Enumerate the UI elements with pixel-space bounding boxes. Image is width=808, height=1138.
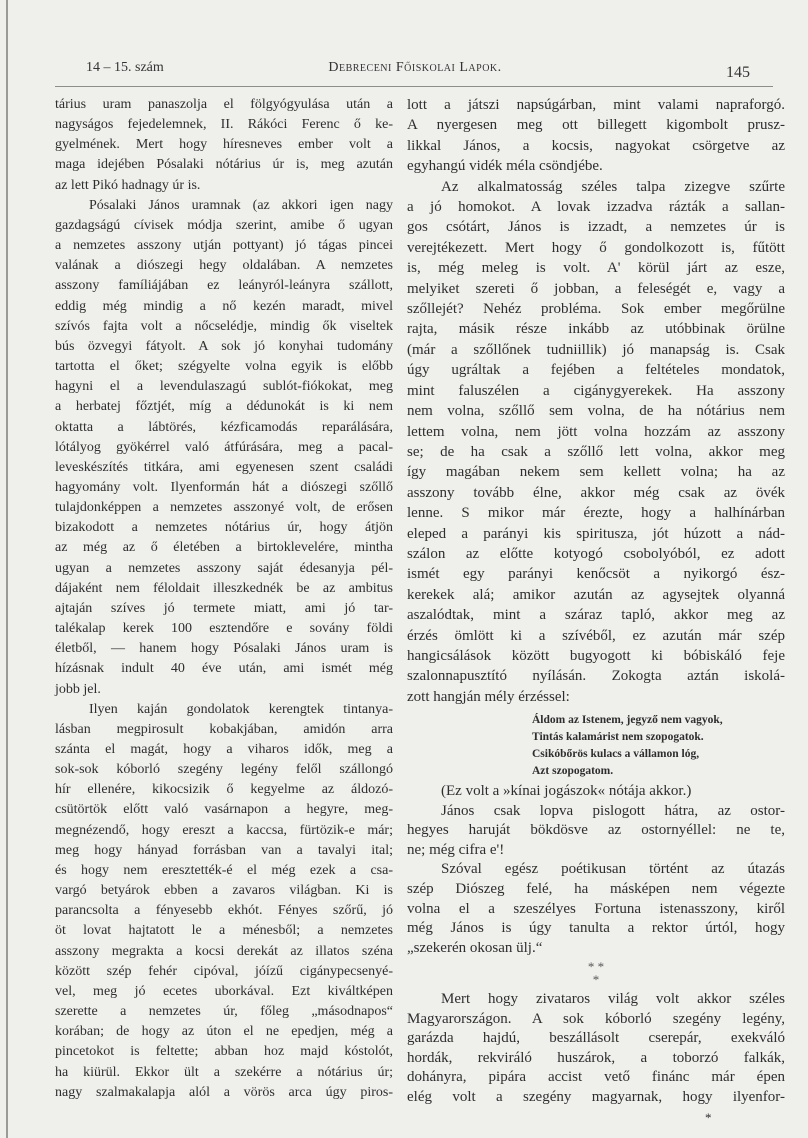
- text-line: Mert hogy zivataros világ volt akkor széles: [441, 991, 785, 1007]
- text-line: se; de ha csak a szőllő lett volna, akkor meg: [407, 443, 785, 460]
- journal-title: Debreceni Főiskolai Lapok.: [328, 60, 502, 75]
- text-line: egyhangú vidék méla csöndjébe.: [407, 158, 603, 175]
- text-line: nagy szalmakalapja alól a vörös arca úgy piros-: [55, 1084, 393, 1100]
- text-line: vargó betyárok ebben a zavaros világban. Ki is: [55, 883, 393, 899]
- text-line: leveskészítés titkára, ami egyenesen szent családi: [55, 459, 393, 475]
- text-line: pincetokot is feltette; abban hoz majd kóstolót,: [55, 1044, 393, 1060]
- paragraph: [407, 990, 785, 1107]
- page-edge: [6, 0, 8, 1138]
- text-line: hordák, rekviráló huszárok, a toborzó falkák,: [407, 1049, 785, 1066]
- paragraph: [55, 700, 393, 1103]
- text-line: Pósalaki János uramnak (az akkori igen nagy: [89, 197, 393, 213]
- text-line: oktatta a lábtörés, kézficamodás reparálására,: [55, 419, 393, 435]
- text-line: az még az ő életében a birtoklevelére, mintha: [55, 540, 393, 556]
- text-line: így magában nekem sem kellett volna; ha az: [407, 464, 785, 481]
- paragraph: [407, 802, 785, 861]
- text-line: gyelmének. Mert hogy híresneves ember volt a: [55, 137, 393, 153]
- right-column-text-part3: [407, 990, 785, 1107]
- paragraph: [407, 177, 785, 708]
- left-column-text: [55, 95, 393, 1103]
- poem-line: Tintás kalamárist nem szopogatok.: [532, 731, 704, 743]
- text-line: életből, — hanem hogy Pósalaki János uram is: [55, 641, 393, 657]
- text-line: likkal János, a kocsis, nagyokat csörgetve az: [407, 137, 785, 154]
- text-line: szép Diószeg felé, ha másképen nem végezte: [407, 880, 785, 897]
- text-line: megnézendő, hogy ereszt a kaccsa, fürtözik-e már;: [55, 822, 393, 838]
- text-line: az lett Pikó hadnagy úr is.: [55, 177, 201, 193]
- text-line: ha kiürül. Ekkor ült a szekérre a nótárius úr;: [55, 1064, 393, 1080]
- text-line: lótályog gyökérrel való átfúrására, meg a pacal-: [55, 439, 393, 455]
- text-line: hagyni el a levendulaszagú sublót-fiókokat, meg: [55, 379, 393, 395]
- text-line: (Ez volt a »kínai jogászok« nótája akkor.): [441, 783, 692, 799]
- text-line: garázda hajdú, beszállásolt cserepár, exekváló: [407, 1030, 785, 1046]
- text-line: Ilyen kaján gondolatok kerengtek tintanya-: [89, 701, 393, 717]
- poem-verse: [407, 712, 808, 780]
- text-line: érzés ömlött ki a szívéből, ez azután már szép: [407, 627, 785, 644]
- paragraph: [55, 196, 393, 700]
- text-line: talékalap kerek 100 esztendőre e sovány földi: [55, 621, 393, 637]
- section-separator-stars: * *: [587, 959, 605, 974]
- text-line: asszony megrakta a kocsi derekát az illatos széna: [55, 943, 393, 959]
- poem-line: Csikóbőrös kulacs a vállamon lóg,: [532, 748, 700, 760]
- text-line: parancsolta a fényesebb ekhót. Fényes szőrű, jó: [55, 903, 393, 919]
- text-line: „szekerén okosan ülj.“: [407, 939, 543, 956]
- right-column-text-part2: [407, 782, 785, 958]
- text-line: szívós fajta volt a nőcselédje, mindig ők viseltek: [55, 318, 393, 334]
- text-line: dohányra, pipára accist vető finánc már épen: [407, 1069, 785, 1085]
- text-line: jobb jel.: [55, 681, 101, 697]
- poem-line: Áldom az Istenem, jegyző nem vagyok,: [532, 714, 723, 726]
- text-line: ne; még cifra e'!: [407, 841, 505, 858]
- text-line: lettem volna, nem jött volna hozzám az asszony: [407, 423, 785, 440]
- text-line: bús özvegyi fátyolt. A sok jó konyhai tudomány: [55, 338, 393, 354]
- text-line: bizakodott a nemzetes nótárius úr, hogy átjön: [55, 520, 393, 536]
- text-line: lenne. S mikor már érezte, hogy a halhínárban: [407, 505, 785, 522]
- text-line: meg hogy hányad forrásban van a tavalyi ital;: [55, 842, 393, 858]
- paragraph: [407, 782, 785, 802]
- text-line: eddig még mindig a nő kezén maradt, mivel: [55, 298, 393, 314]
- text-line: Az alkalmatosság széles talpa zizegve szűrte: [441, 178, 785, 195]
- text-line: aszalódtak, mint a száraz tapló, akkor meg az: [407, 607, 785, 624]
- text-line: szánta el magát, hogy a viharos idők, meg a: [55, 742, 393, 757]
- text-line: mint faluszélen a cigánygyerekek. Ha asszony: [407, 382, 785, 399]
- text-line: hegyes haruját bökdösve az ostornyéllel: ne te,: [407, 822, 785, 839]
- text-line: szerette a nemzetes úr, főleg „másodnapos“: [55, 1004, 393, 1020]
- text-line: hagyomány volt. Ilyenformán hát a diószegi szőllő: [55, 479, 393, 495]
- text-line: zott hangján mély érzéssel:: [407, 688, 570, 705]
- text-line: a nemzetes asszony utján pottyant) jó tágas pincei: [55, 238, 393, 254]
- paragraph: [55, 95, 393, 196]
- text-line: (már a szőllőnek tudniillik) jó manapság is. Csak: [407, 341, 785, 358]
- text-line: gazdagságú cívisek módja szerint, amibe ő ugyan: [55, 217, 393, 233]
- header-rule: [55, 86, 773, 87]
- text-line: verejtékezett. Mert hogy ő gondolkozott is, fűtött: [407, 239, 785, 256]
- text-line: nagyságos fejedelemnek, II. Rákóci Ferenc ő ke-: [55, 117, 393, 133]
- text-line: szőllejét? Nehéz probléma. Sok ember megőrülne: [407, 301, 785, 318]
- text-line: kerekek alá; amikor azután az agysejtek olyanná: [407, 586, 785, 603]
- text-line: és hogy nem eresztették-é el még ezek a csa-: [55, 862, 393, 878]
- text-line: A nyergesen meg ott billegett kigombolt prusz-: [407, 117, 785, 134]
- text-line: hír ellenére, kikocsizik ő kegyelme az áldozó-: [55, 782, 393, 798]
- text-line: a jó homokot. A lovak izzadva rázták a sallan-: [407, 199, 785, 216]
- signature-mark: *: [705, 1110, 712, 1125]
- text-line: tárius uram panaszolja el fölgyógyulása után a: [55, 97, 393, 112]
- text-line: tartotta el őket; szégyelte volna egyik is előbb: [55, 359, 393, 375]
- text-line: még János is úgy tanulta a rektor úrtól, hogy: [407, 920, 785, 937]
- section-separator-star: *: [592, 972, 600, 987]
- text-line: csütörtök előtt való vasárnapon a hegyre, meg-: [55, 802, 393, 818]
- text-line: valának a diószegi hegy oldalában. A nemzetes: [55, 258, 393, 274]
- text-line: maga idejében Pósalaki nótárius úr is, meg azután: [55, 157, 393, 173]
- text-line: vel, meg jó ecetes uborkával. Ezt kiváltképen: [55, 983, 393, 999]
- text-line: melyiket szereti ő jobban, a feleségét e, vagy a: [407, 280, 785, 297]
- text-line: ismét egy parányi kenőcsöt a nyikorgó ész-: [407, 566, 785, 583]
- text-line: volna el a szeszélyes Fortuna istenasszony, kiről: [407, 900, 785, 917]
- text-line: tulajdonképpen a nemzetes asszonyé volt, de erősen: [55, 500, 393, 516]
- paragraph: [407, 95, 785, 177]
- text-line: szálon az előtte kotyogó csobolyóból, ez adott: [407, 545, 785, 562]
- text-line: úgy ugráltak a fejében a feltételes mondatok,: [407, 362, 785, 379]
- text-line: elég volt a szegény magyarnak, hogy ilyenfor-: [407, 1088, 785, 1105]
- text-line: ajtaján szíves jó termete miatt, ami jó tar-: [55, 600, 393, 616]
- text-line: között szép fehér cipóval, jóízű cigánypecsenyé-: [55, 963, 393, 979]
- text-line: sok-sok kóborló szegény legény felől szállongó: [55, 762, 393, 778]
- issue-number: 14 – 15. szám: [86, 60, 164, 75]
- right-column-text-part1: [407, 95, 785, 707]
- text-line: szalonnapusztító nyílásán. Zokogta aztán iskolá-: [407, 668, 785, 685]
- text-line: a herbatej főztjét, míg a dédunokát is ki nem: [55, 399, 393, 415]
- text-line: hízásnak indult 40 éve után, ami ismét még: [55, 661, 393, 677]
- text-line: Szóval egész poétikusan történt az útazás: [441, 861, 785, 878]
- text-line: ugyan a nemzetes asszony saját édesanyja pél-: [55, 560, 393, 576]
- text-line: lásban megpirosult kobakjában, amidón arra: [55, 721, 393, 737]
- text-line: dájaként nem féloldait illeszkednék be az ambitus: [55, 580, 393, 596]
- text-line: Magyarországon. A sok kóborló szegény legény,: [407, 1010, 785, 1027]
- text-line: asszony tovább élne, akkor még csak az övék: [407, 484, 785, 501]
- page-number: 145: [726, 64, 750, 81]
- text-line: nem volna, szőllő sem volna, de ha nótárius nem: [407, 403, 785, 420]
- text-line: asszony famíliájában ez leányról-leányra szállott,: [55, 278, 393, 294]
- paragraph: [407, 860, 785, 958]
- text-line: korában; de hogy az úton el ne epedjen, még a: [55, 1024, 393, 1040]
- text-line: is, még meleg is volt. A' körül járt az esze,: [407, 260, 785, 277]
- text-line: János csak lopva pislogott hátra, az ostor-: [441, 802, 785, 819]
- poem-line: Azt szopogatom.: [532, 765, 614, 777]
- text-line: rajta, másik része inkább az utóbbinak örülne: [407, 321, 785, 338]
- text-line: lott a játszi napsúgárban, mint valami napraforgó.: [407, 97, 785, 113]
- text-line: gos csótárt, János is izzadt, a nemzetes úr is: [407, 219, 785, 236]
- text-line: öt lovat hajtatott le a ménesből; a nemzetes: [55, 923, 393, 939]
- text-line: eleped a parányi kis spiritusza, jót húzott a nád-: [407, 525, 785, 542]
- text-line: hangicsálások között bugyogott ki bóbiskáló feje: [407, 647, 785, 664]
